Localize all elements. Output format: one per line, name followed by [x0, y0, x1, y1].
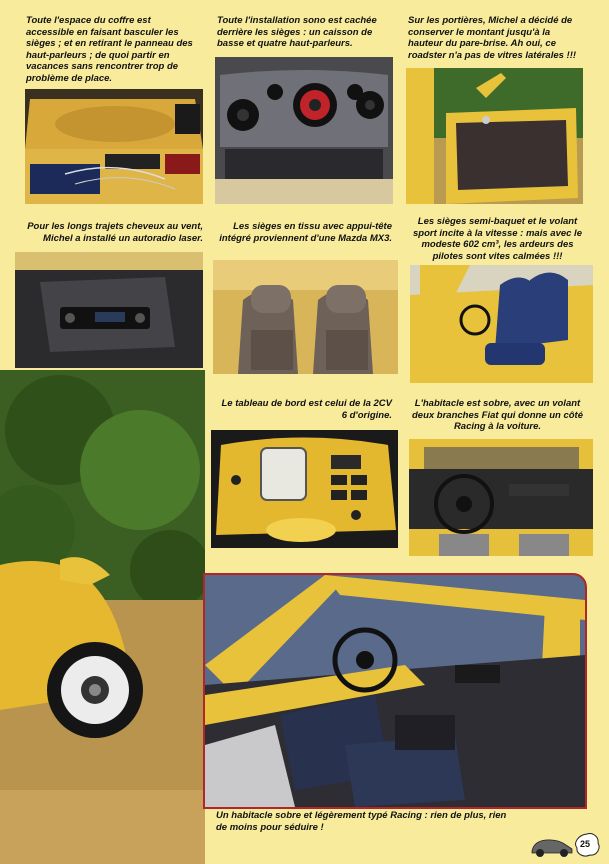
photo-trunk — [25, 89, 203, 204]
dashboard-illustration — [211, 430, 398, 548]
car-side-illustration — [0, 370, 205, 864]
seats-illustration — [213, 260, 398, 374]
photo-sound — [215, 57, 393, 204]
photo-radio — [15, 252, 203, 368]
photo-cabin — [409, 439, 593, 556]
trunk-illustration — [25, 89, 203, 204]
caption-sound: Toute l'installation sono est cachée derrière les sièges : un caisson de basse et quatre haut-parleurs. — [217, 15, 377, 49]
photo-interior — [203, 573, 587, 809]
photo-seats — [213, 260, 398, 374]
caption-main: Un habitacle sobre et légèrement typé Racing : rien de plus, rien de moins pour séduire ! — [216, 810, 507, 833]
speaker-box-illustration — [215, 57, 393, 204]
photo-side-view — [0, 370, 205, 864]
radio-illustration — [15, 252, 203, 368]
page-number: 25 — [580, 839, 591, 849]
cabin-illustration — [409, 439, 593, 556]
caption-cabin: L'habitacle est sobre, avec un volant deux branches Fiat qui donne un côté Racing à la voiture. — [411, 398, 584, 432]
caption-doors: Sur les portières, Michel a décidé de conserver le montant jusqu'à la hauteur du pare-brise. Ah oui, ce roadster n'a pas de vitres latérales !!! — [408, 15, 577, 61]
caption-radio: Pour les longs trajets cheveux au vent, Michel a installé un autoradio laser. — [27, 221, 203, 244]
photo-dashboard — [211, 430, 398, 548]
door-illustration — [406, 68, 583, 204]
interior-illustration — [205, 575, 585, 807]
car-logo-icon — [528, 836, 576, 863]
caption-dashboard: Le tableau de bord est celui de la 2CV 6 d'origine. — [221, 398, 392, 421]
caption-bucket: Les sièges semi-baquet et le volant sport incite à la vitesse : mais avec le modeste 602 cm³, les ardeurs des pilotes sont vites calmées !!! — [413, 216, 582, 262]
caption-seats: Les sièges en tissu avec appui-tête intégré proviennent d'une Mazda MX3. — [219, 221, 392, 244]
photo-doors — [406, 68, 583, 204]
caption-trunk: Toute l'espace du coffre est accessible en faisant basculer les sièges ; et en retirant le panneau des haut-parleurs ; de quoi partir en vacances sans rencontrer trop de problème de place. — [26, 15, 193, 84]
bucket-seats-illustration — [410, 265, 593, 383]
photo-bucket — [410, 265, 593, 383]
